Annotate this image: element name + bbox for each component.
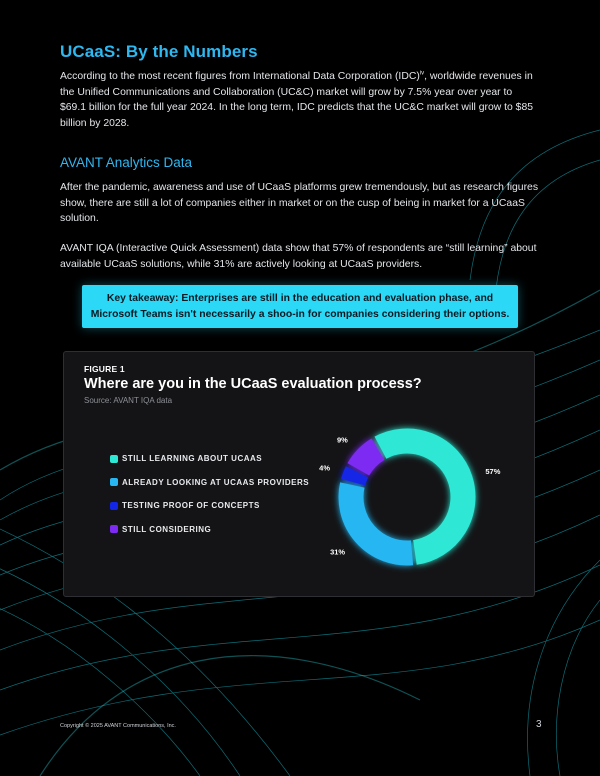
figure-label: FIGURE 1 [84,364,125,374]
donut-slice [351,485,412,553]
section-heading: UCaaS: By the Numbers [60,42,258,61]
intro-text-start: According to the most recent figures from International Data Corporation (IDC) [60,71,420,82]
intro-text-end: , worldwide revenues in the Unified Communications and Collaboration (UC&C) market will grow by 7.5% year over year to $69.1 billion for the full year 2024. In the long term, IDC predicts that the UC&C market will grow to $85 billion by 2028. [60,71,534,129]
donut-chart [64,352,536,598]
figure-source: Source: AVANT IQA data [84,396,173,405]
slice-value-label: 31% [330,547,346,557]
intro-paragraph [60,69,540,131]
slice-value-label: 57% [485,467,501,477]
legend-label: STILL LEARNING ABOUT UCAAS [122,454,263,463]
citation-superscript: iv [419,70,425,77]
legend-label: TESTING PROOF OF CONCEPTS [122,501,260,510]
figure-card [63,351,535,597]
slice-value-label: 4% [319,463,330,473]
callout-line-1: Key takeaway: Enterprises are still in the education and evaluation phase, and [106,293,494,304]
donut-slice [380,441,463,552]
subsection-heading: AVANT Analytics Data [60,155,193,170]
key-takeaway-callout [82,285,518,328]
slice-value-label: 9% [336,435,348,445]
donut-slice [358,449,378,469]
page-number: 3 [536,719,542,730]
callout-line-2: Microsoft Teams isn't necessarily a shoo-in for companies considering their options. [90,308,510,320]
chart-title: Where are you in the UCaaS evaluation process? [84,376,422,392]
pandemic-paragraph: After the pandemic, awareness and use of UCaaS platforms grew tremendously, but as research figures show, there are still a lot of companies either in market or on the cusp of being in market for a UCaaS solution. [60,182,539,225]
iqa-paragraph: AVANT IQA (Interactive Quick Assessment) data show that 57% of respondents are “still learning” about available UCaaS solutions, while 31% are actively looking at UCaaS providers. [60,243,537,270]
legend-label: STILL CONSIDERING [122,524,212,534]
legend-label: ALREADY LOOKING AT UCAAS PROVIDERS [122,477,310,487]
donut-slice [353,472,357,482]
copyright-footer: Copyright © 2025 AVANT Communications, Inc. [60,723,176,729]
